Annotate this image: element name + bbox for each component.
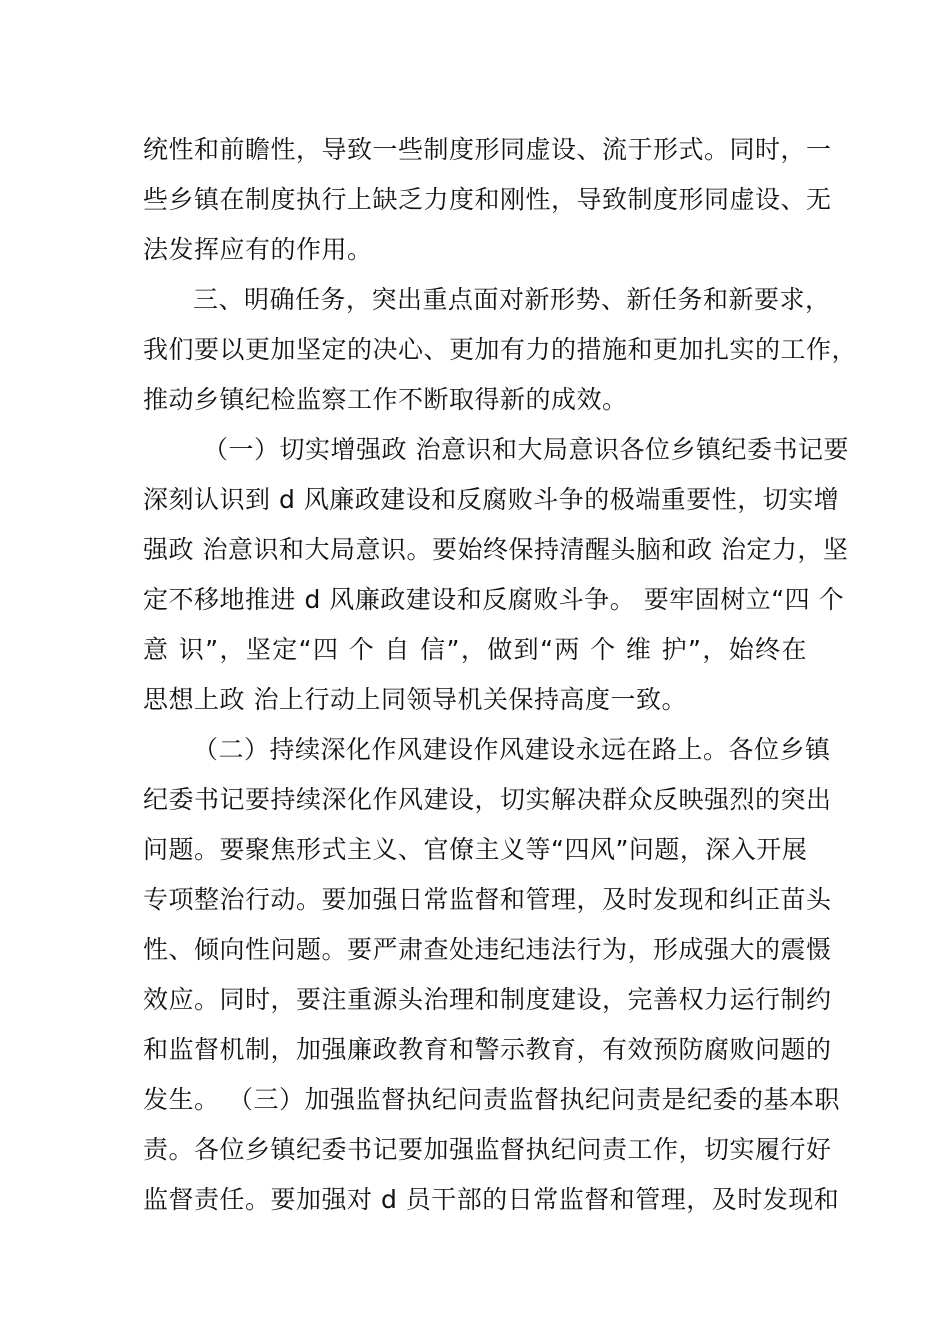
text-line: 定不移地推进 d 风廉政建设和反腐败斗争。 要牢固树立“四 个 <box>143 585 845 614</box>
text-line: 和监督机制，加强廉政教育和警示教育，有效预防腐败问题的 <box>143 1035 832 1064</box>
text-line: 性、倾向性问题。要严肃查处违纪违法行为，形成强大的震慑 <box>143 935 832 964</box>
text-line: 些乡镇在制度执行上缺乏力度和刚性，导致制度形同虚设、无 <box>143 185 832 214</box>
text-line: （二）持续深化作风建设作风建设永远在路上。各位乡镇 <box>193 735 831 764</box>
text-line: 意 识”，坚定“四 个 自 信”，做到“两 个 维 护”，始终在 <box>143 635 807 664</box>
text-line: 法发挥应有的作用。 <box>143 235 373 264</box>
text-line: 深刻认识到 d 风廉政建设和反腐败斗争的极端重要性，切实增 <box>143 485 840 514</box>
text-line: 推动乡镇纪检监察工作不断取得新的成效。 <box>143 385 628 414</box>
text-line: 强政 治意识和大局意识。要始终保持清醒头脑和政 治定力，坚 <box>143 535 849 564</box>
text-line: 三、明确任务，突出重点面对新形势、新任务和新要求， <box>193 285 831 314</box>
text-line: 发生。 （三）加强监督执纪问责监督执纪问责是纪委的基本职 <box>143 1085 840 1114</box>
text-line: 专项整治行动。要加强日常监督和管理，及时发现和纠正苗头 <box>143 885 832 914</box>
text-line: 监督责任。要加强对 d 员干部的日常监督和管理，及时发现和 <box>143 1185 840 1214</box>
text-line: 我们要以更加坚定的决心、更加有力的措施和更加扎实的工作， <box>143 335 858 364</box>
text-line: （一）切实增强政 治意识和大局意识各位乡镇纪委书记要 <box>203 435 849 464</box>
text-line: 责。各位乡镇纪委书记要加强监督执纪问责工作，切实履行好 <box>143 1135 832 1164</box>
text-line: 统性和前瞻性，导致一些制度形同虚设、流于形式。同时，一 <box>143 135 832 164</box>
text-line: 问题。要聚焦形式主义、官僚主义等“四风”问题，深入开展 <box>143 835 808 864</box>
text-line: 纪委书记要持续深化作风建设，切实解决群众反映强烈的突出 <box>143 785 832 814</box>
text-line: 效应。同时，要注重源头治理和制度建设，完善权力运行制约 <box>143 985 832 1014</box>
text-line: 思想上政 治上行动上同领导机关保持高度一致。 <box>143 685 687 714</box>
